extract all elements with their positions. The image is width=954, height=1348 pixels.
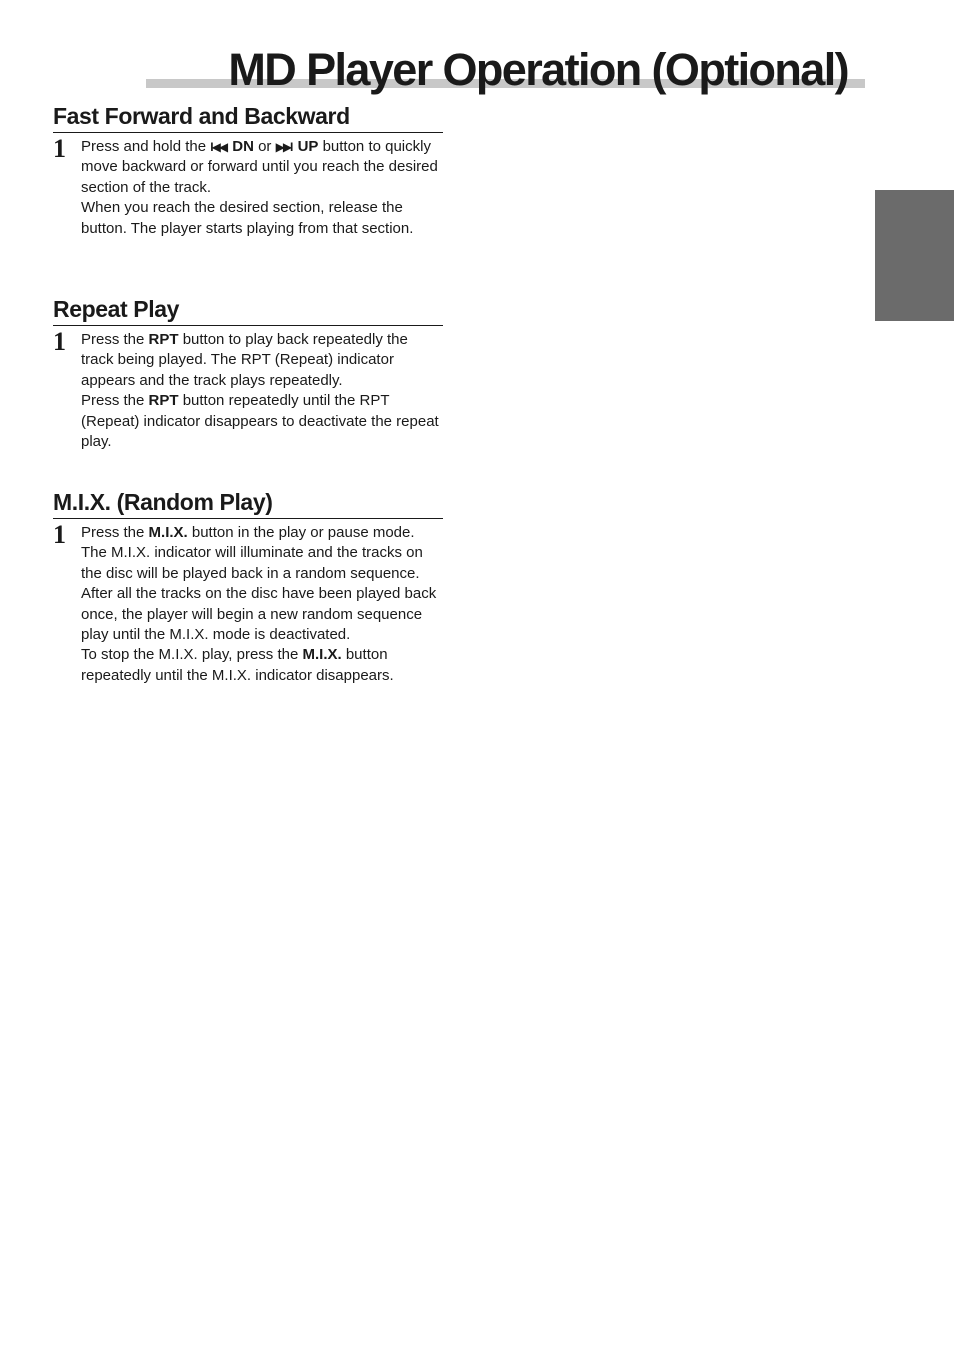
button-name-rpt: RPT: [148, 331, 179, 348]
text-fragment: Press the: [81, 524, 149, 541]
step-paragraph: When you reach the desired section, release the button. The player starts playing from that section.: [81, 199, 414, 237]
text-fragment: To stop the M.I.X. play, press the: [81, 646, 303, 664]
text-fragment: or: [253, 138, 276, 155]
button-name-mix: M.I.X.: [302, 646, 342, 664]
step-paragraph: [81, 137, 443, 198]
text-fragment: button to play back repeatedly the track being played. The RPT (Repeat) indicator appears and the track plays repeatedly.: [81, 331, 408, 389]
step-paragraph: [81, 523, 443, 645]
step-paragraph: [81, 645, 443, 686]
text-fragment: button to quickly move backward or forward until you reach the desired section of the track.: [81, 138, 438, 196]
previous-track-icon: I◀◀: [210, 140, 227, 154]
section-heading: Fast Forward and Backward: [53, 101, 443, 133]
section-heading: Repeat Play: [53, 294, 443, 326]
page-title: MD Player Operation (Optional): [228, 44, 848, 95]
step-item: [53, 520, 443, 686]
side-tab-marker: [875, 190, 954, 321]
step-paragraph: [81, 330, 443, 391]
text-fragment: button in the play or pause mode. The M.I.X. indicator will illuminate and the tracks on the disc will be played back in a random sequence. After all the tracks on the disc have been played back once, the player will begin a new random sequence play until the M.I.X. mode is deactivated.: [81, 524, 437, 644]
step-number: 1: [53, 520, 66, 549]
text-fragment: Press the: [81, 331, 149, 348]
text-fragment: button repeatedly until the M.I.X. indicator disappears.: [81, 646, 394, 684]
section-random-play: [53, 487, 443, 686]
step-item: [53, 327, 443, 452]
section-fast-forward: [53, 101, 443, 239]
step-item: [53, 134, 443, 239]
text-fragment: Press the: [81, 392, 149, 410]
section-heading: M.I.X. (Random Play): [53, 487, 443, 519]
button-name-mix: M.I.X.: [148, 524, 188, 541]
button-name-dn: DN: [232, 138, 254, 155]
text-fragment: button repeatedly until the RPT (Repeat) indicator disappears to deactivate the repeat play.: [81, 392, 439, 451]
step-number: 1: [53, 327, 66, 356]
button-name-up: UP: [297, 138, 319, 155]
text-fragment: Press and hold the: [81, 138, 211, 155]
section-repeat-play: [53, 294, 443, 452]
step-paragraph: [81, 391, 443, 452]
step-text: [81, 523, 443, 686]
next-track-icon: ▶▶I: [275, 140, 292, 154]
step-text: [81, 137, 443, 239]
button-name-rpt: RPT: [148, 392, 179, 410]
step-text: [81, 330, 443, 452]
step-number: 1: [53, 134, 66, 163]
